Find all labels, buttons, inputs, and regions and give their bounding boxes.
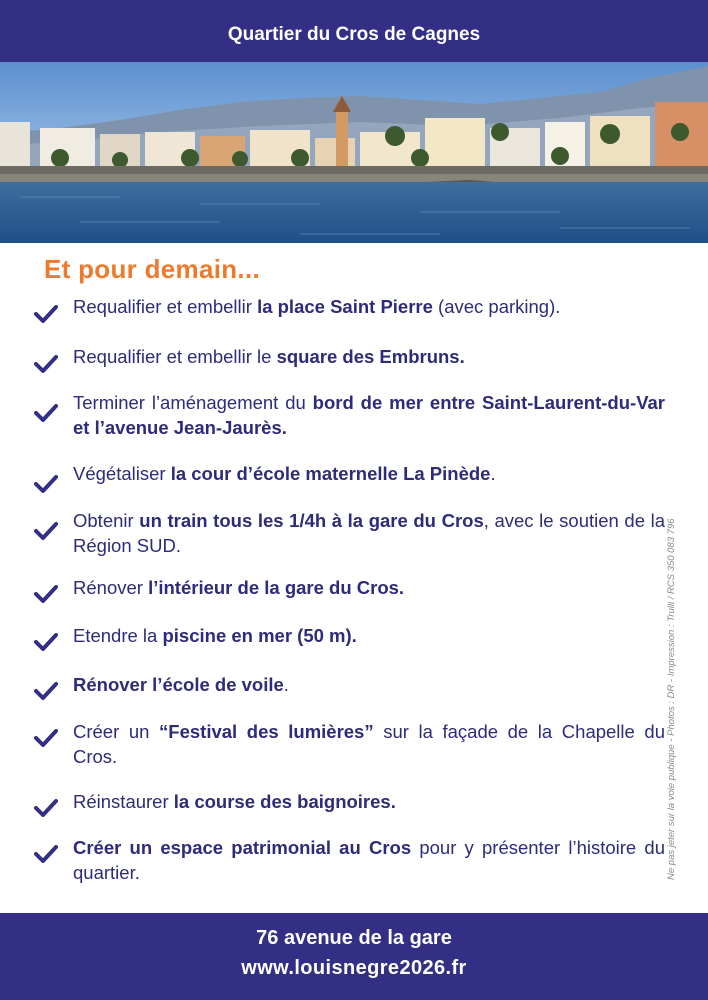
regular-text: Rénover [73, 577, 149, 598]
list-item-text [73, 462, 665, 487]
checkmark-icon [34, 475, 58, 493]
checkmark-icon [34, 845, 58, 863]
regular-text: Réinstaurer [73, 791, 174, 812]
regular-text: Requalifier et embellir le [73, 346, 277, 367]
legal-credits: Ne pas jeter sur la voie publique - Photos : DR - Impression : Trulli / RCS 350 083 796 [666, 518, 677, 880]
regular-text: . [283, 674, 289, 695]
regular-text: . [490, 463, 496, 484]
list-item-text [73, 295, 665, 320]
footer-address: 76 avenue de la gare [256, 927, 452, 949]
list-item-text [73, 509, 665, 558]
checkmark-icon [34, 682, 58, 700]
regular-text: Obtenir [73, 510, 140, 531]
bold-text: la cour d’école maternelle La Pinède [170, 463, 491, 484]
regular-text: Etendre la [73, 625, 163, 646]
bold-text: la place Saint Pierre [257, 296, 433, 317]
bold-text: un train tous les 1/4h à la gare du Cros [139, 510, 484, 531]
bold-text: square des Embruns. [276, 346, 465, 367]
list-item-text [73, 624, 665, 649]
list-item-text [73, 836, 665, 885]
checkmark-icon [34, 729, 58, 747]
regular-text: Terminer l’aménagement du [73, 392, 313, 413]
checkmark-icon [34, 355, 58, 373]
bold-text: “Festival des lumières” [159, 721, 374, 742]
list-item-text [73, 790, 665, 815]
list-item-text [73, 673, 665, 698]
section-heading: Et pour demain... [44, 254, 261, 284]
footer-band [0, 913, 708, 1000]
bold-text: Créer un espace patrimonial au Cros [73, 837, 412, 858]
checkmark-icon [34, 522, 58, 540]
bold-text: piscine en mer (50 m). [162, 625, 357, 646]
list-item-text [73, 576, 665, 601]
regular-text: (avec parking). [432, 296, 561, 317]
checkmark-icon [34, 305, 58, 323]
bold-text: l’intérieur de la gare du Cros. [148, 577, 405, 598]
list-item-text [73, 720, 665, 769]
bold-text: la course des baignoires. [173, 791, 396, 812]
header-band [0, 0, 708, 62]
regular-text: sur la façade de la Chapelle du Cros. [73, 721, 665, 767]
regular-text: Végétaliser [73, 463, 171, 484]
regular-text: , avec le soutien de la Région SUD. [73, 510, 665, 556]
bold-text: bord de mer entre Saint-Laurent-du-Var et l’avenue Jean-Jaurès. [73, 392, 666, 438]
checkmark-icon [34, 799, 58, 817]
footer-website-link[interactable]: www.louisnegre2026.fr [241, 957, 467, 979]
checkmark-icon [34, 404, 58, 422]
list-item-text [73, 391, 665, 440]
regular-text: Requalifier et embellir [73, 296, 258, 317]
checkmark-icon [34, 585, 58, 603]
bold-text: Rénover l’école de voile [73, 674, 284, 695]
seafront-photo [0, 62, 708, 243]
list-item-text [73, 345, 665, 370]
page-title: Quartier du Cros de Cagnes [227, 24, 481, 45]
regular-text: Créer un [73, 721, 160, 742]
checkmark-icon [34, 633, 58, 651]
regular-text: pour y présenter l’histoire du quartier. [73, 837, 665, 883]
